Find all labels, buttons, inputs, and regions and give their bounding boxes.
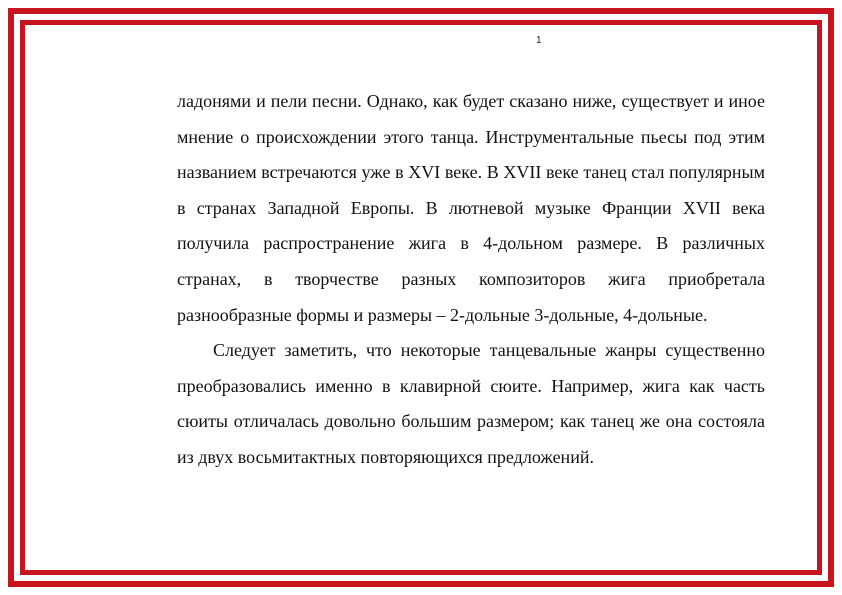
- paragraph-continuation: ладонями и пели песни. Однако, как будет сказано ниже, существует и иное мнение о происхождении этого танца. Инструментальные пьесы под этим названием встречаются уже в XVI веке. В XVII веке танец стал популярным в странах Западной Европы. В лютневой музыке Франции XVII века получила распространение жига в 4-дольном размере. В различных странах, в творчестве разных композиторов жига приобретала разнообразные формы и размеры – 2-дольные 3-дольные, 4-дольные.: [177, 91, 765, 325]
- page-number: 1: [536, 35, 542, 46]
- document-body: [177, 84, 765, 476]
- paragraph: Следует заметить, что некоторые танцевальные жанры существенно преобразовались именно в клавирной сюите. Например, жига как часть сюиты отличалась довольно большим размером; как танец же она состояла из двух восьмитактных повторяющихся предложений.: [177, 340, 765, 467]
